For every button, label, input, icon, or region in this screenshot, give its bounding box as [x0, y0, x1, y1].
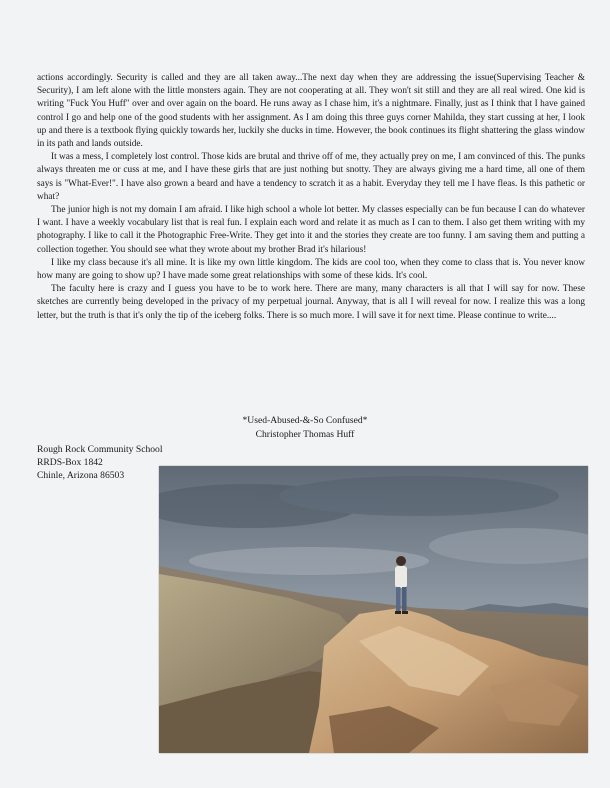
address-line-box: RRDS-Box 1842: [37, 457, 103, 468]
return-address: [37, 443, 163, 482]
paragraph-2: It was a mess, I completely lost control. Those kids are brutal and thrive off of me, they actually prey on me, I am convinced of this. The punks always threaten me or cuss at me, and I have these girls that are just nothing but snotty. They are always giving me a hard time, all one of them says is "What-Ever!". I have also grown a beard and have a tendency to scratch it as a habit. Everyday they tell me I have fleas. Is this pathetic or what?: [37, 152, 585, 202]
paragraph-4: I like my class because it's all mine. It is like my own little kingdom. The kids are cool too, when they come to class that is. You never know how many are going to show up? I have made some great relationships with some of these kids. It's cool.: [37, 257, 585, 282]
landscape-photo: [159, 466, 588, 753]
letter-body: [37, 72, 585, 323]
paragraph-5: The faculty here is crazy and I guess you have to be to work here. There are many, many characters is all that I will say for now. These sketches are currently being developed in the privacy of my perpetual journal. Anyway, that is all I will reveal for now. I realize this was a long letter, but the truth is that it's only the tip of the iceberg folks. There is so much more. I will save it for next time. Please continue to write....: [37, 284, 585, 321]
photo-illustration: [159, 466, 588, 753]
paragraph-1: actions accordingly. Security is called and they are all taken away...The next day when they are addressing the issue(Supervising Teacher & Security), I am left alone with the little monsters again. They are not cooperating at all. They won't sit still and they are all real wired. One kid is writing "Fuck You Huff" over and over again on the board. He runs away as I chase him, it's a nightmare. Finally, just as I think that I have gained control I go and help one of the good students with her assignment. As I am doing this three guys corner Mahilda, they start cussing at her, I look up and there is a textbook flying quickly towards her, luckily she ducks in time. However, the book continues its flight shattering the glass window in its path and lands outside.: [37, 73, 585, 150]
address-line-school: Rough Rock Community School: [37, 444, 163, 455]
signature-name: Christopher Thomas Huff: [255, 429, 355, 440]
closing-line: *Used-Abused-&-So Confused*: [242, 415, 368, 426]
paragraph-3: The junior high is not my domain I am afraid. I like high school a whole lot better. My classes especially can be fun because I can do whatever I want. I have a weekly vocabulary list that is real fun. I explain each word and relate it as much as I can to them. I also get them writing with my photography. I like to call it the Photographic Free-Write. They get into it and the stories they create are too funny. I am saving them and putting a collection together. You should see what they wrote about my brother Brad it's hilarious!: [37, 205, 585, 255]
address-line-city: Chinle, Arizona 86503: [37, 470, 125, 481]
